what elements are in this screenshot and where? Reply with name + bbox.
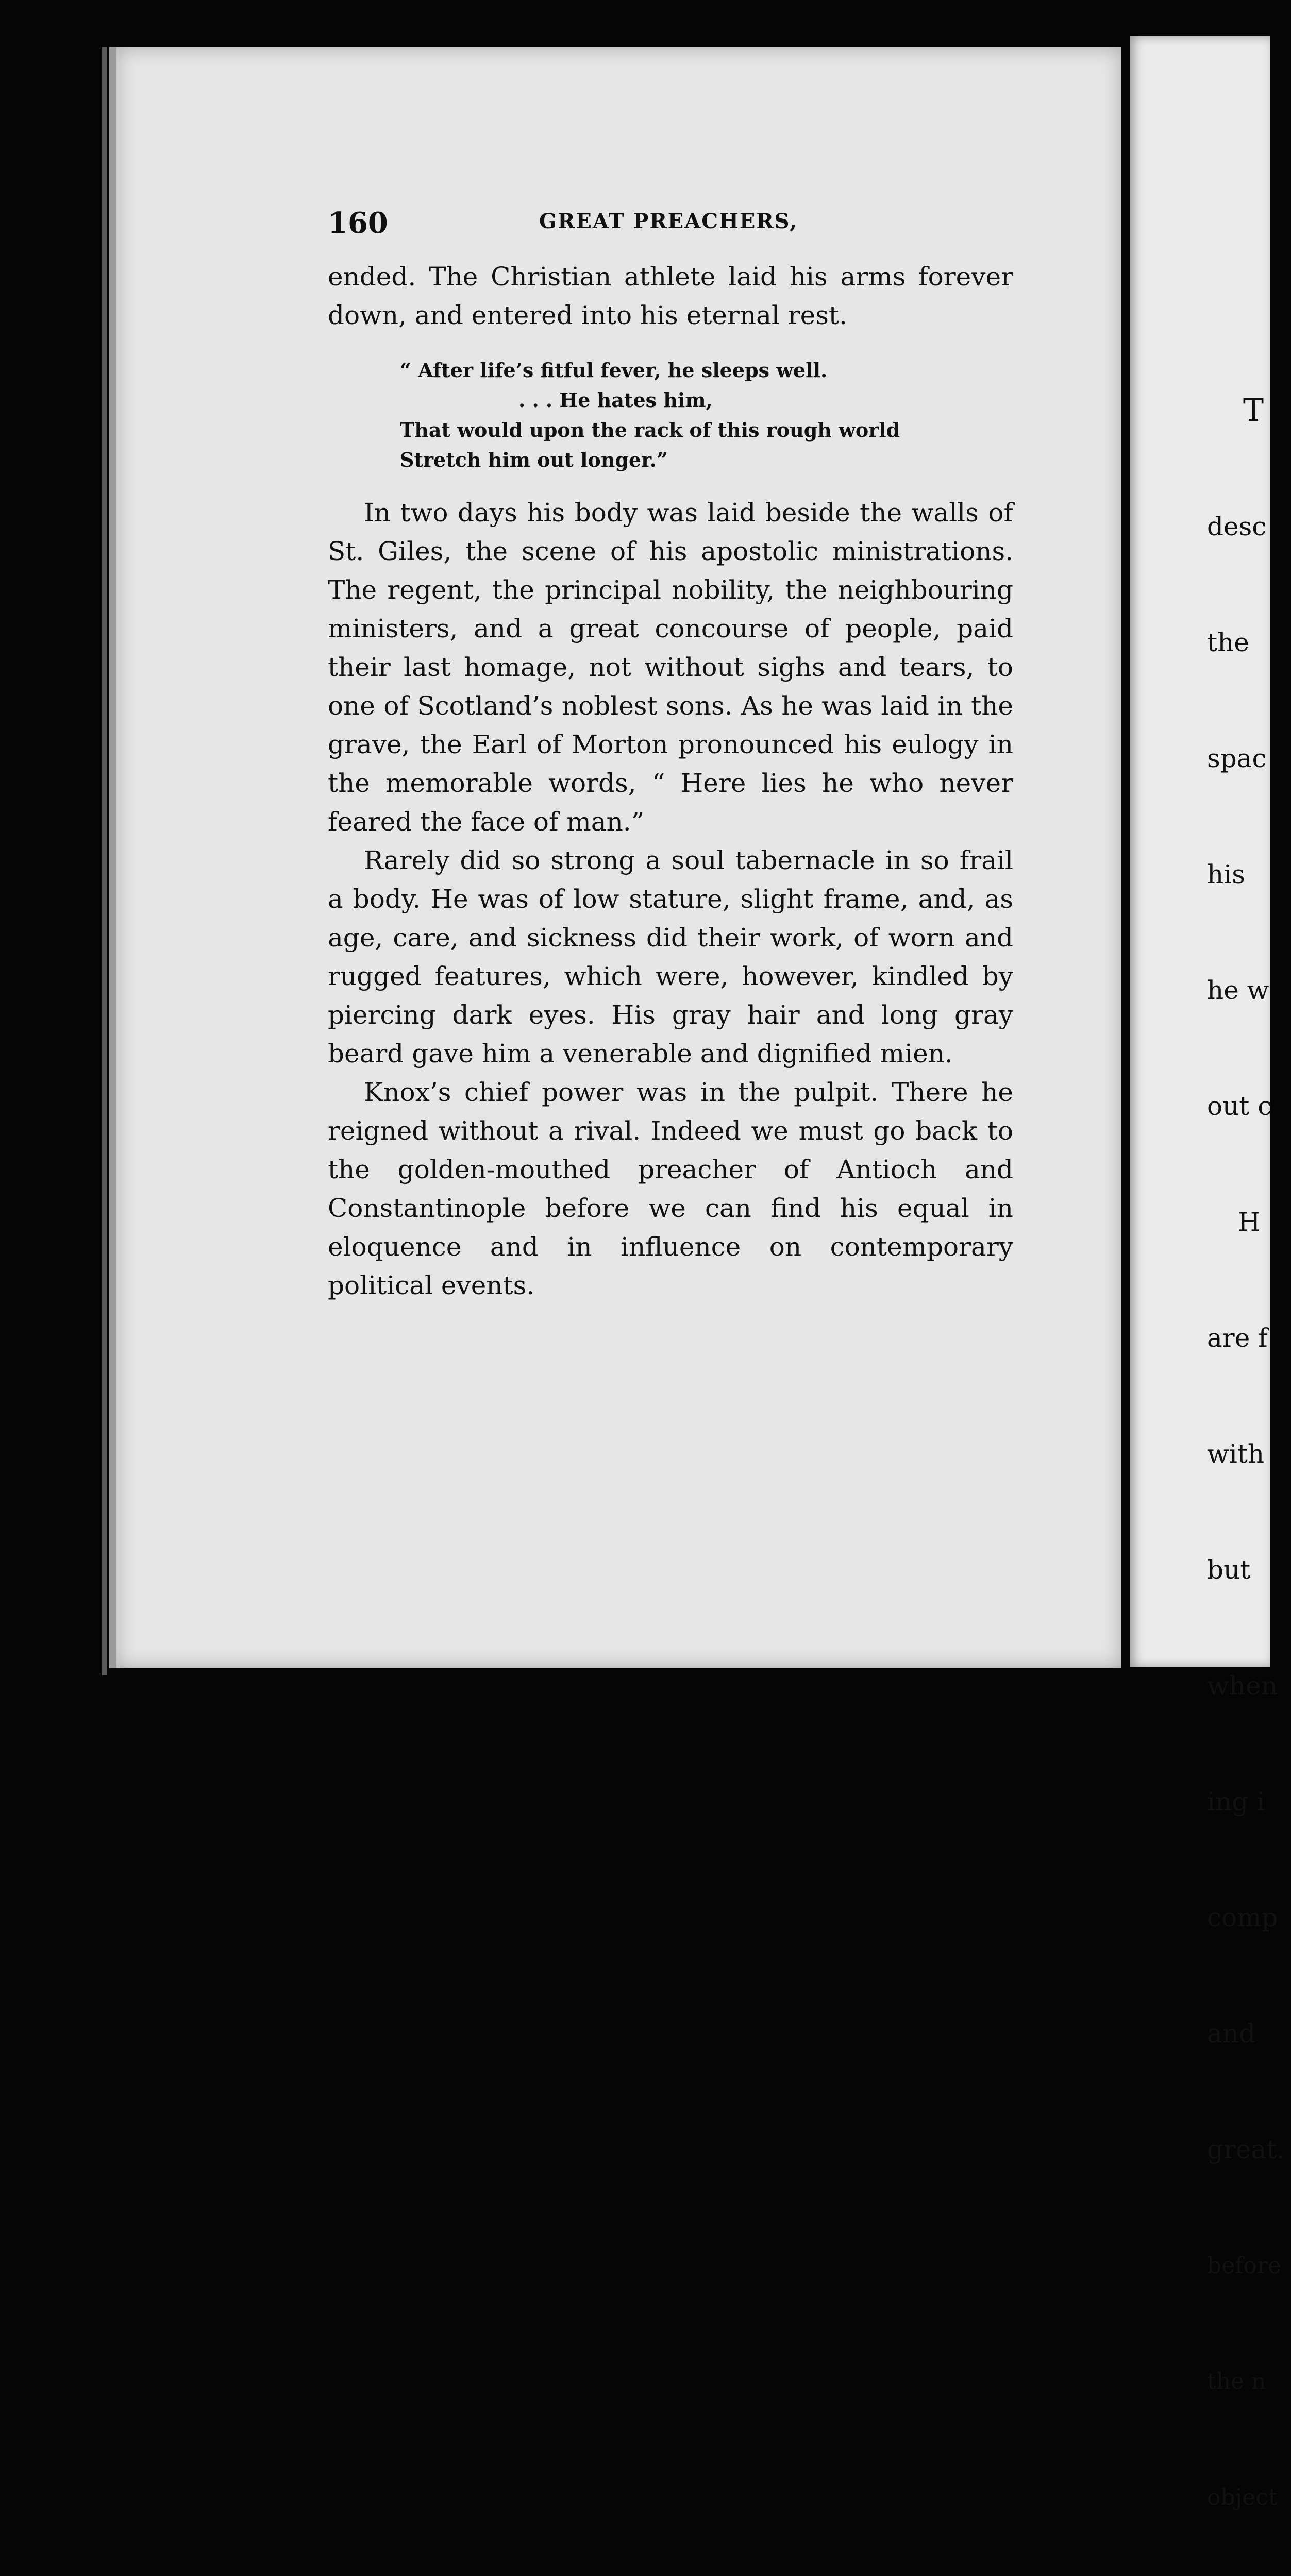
fragment-line: out c: [1207, 1091, 1272, 1121]
fragment-line: but: [1207, 1555, 1251, 1585]
page-body: [328, 258, 1013, 1305]
fragment-line: spac: [1207, 743, 1267, 773]
fragment-line: he w: [1207, 975, 1269, 1005]
fragment-line: when: [1207, 1671, 1278, 1701]
fragment-line: with: [1207, 1439, 1265, 1469]
page-edge: [102, 47, 107, 1675]
poem-line: Stretch him out longer.”: [400, 448, 668, 471]
fragment-line: H: [1238, 1207, 1261, 1237]
fragment-line: great.: [1207, 2134, 1285, 2164]
right-page-fragment: [1130, 36, 1285, 2511]
paragraph-1: ended. The Christian athlete laid his arms forever down, and entered into his eternal rest.: [328, 262, 1013, 330]
poem-line: “ After life’s fitful fever, he sleeps well.: [400, 359, 828, 382]
poem-line: . . . He hates him,: [518, 388, 713, 412]
poem-line: That would upon the rack of this rough world: [400, 418, 900, 442]
fragment-line: T: [1243, 393, 1264, 429]
fragment-line: desc: [1207, 512, 1267, 541]
fragment-line: are f: [1207, 1323, 1268, 1353]
page-number: 160: [328, 206, 388, 240]
facing-page-text: [1207, 314, 1291, 2576]
fragment-line: and: [1207, 2019, 1256, 2048]
fragment-line: before: [1207, 2252, 1282, 2279]
page-header: [328, 206, 1013, 240]
paragraph-3: Rarely did so strong a soul tabernacle in so frail a body. He was of low stature, slight frame, and, as age, care, and sickness did their work, of worn and rugged features, which were, however, kindled by piercing dark eyes. His gray hair and long gray beard gave him a venerable and dignified mien.: [328, 845, 1013, 1069]
running-title: GREAT PREACHERS,: [539, 209, 798, 233]
fragment-line: the n: [1207, 2368, 1266, 2395]
fragment-line: ing i: [1207, 1787, 1265, 1817]
fragment-line: object: [1207, 2484, 1278, 2511]
paragraph-4: Knox’s chief power was in the pulpit. There he reigned without a rival. Indeed we must go back to the golden-mouthed preacher of Antioch and Constantinople before we can find his equal in eloquence and in influence on contemporary political events.: [328, 1077, 1013, 1300]
poem-quote: [400, 355, 1013, 475]
fragment-line: the: [1207, 628, 1249, 657]
paragraph-2: In two days his body was laid beside the walls of St. Giles, the scene of his apostolic ministrations. The regent, the principal nobility, the neighbouring ministers, and a great concourse of people, paid their last homage, not without sighs and tears, to one of Scotland’s noblest sons. As he was laid in the grave, the Earl of Morton pronounced his eulogy in the memorable words, “ Here lies he who never feared the face of man.”: [328, 498, 1013, 837]
fragment-line: his: [1207, 859, 1245, 889]
fragment-line: comp: [1207, 1903, 1278, 1933]
